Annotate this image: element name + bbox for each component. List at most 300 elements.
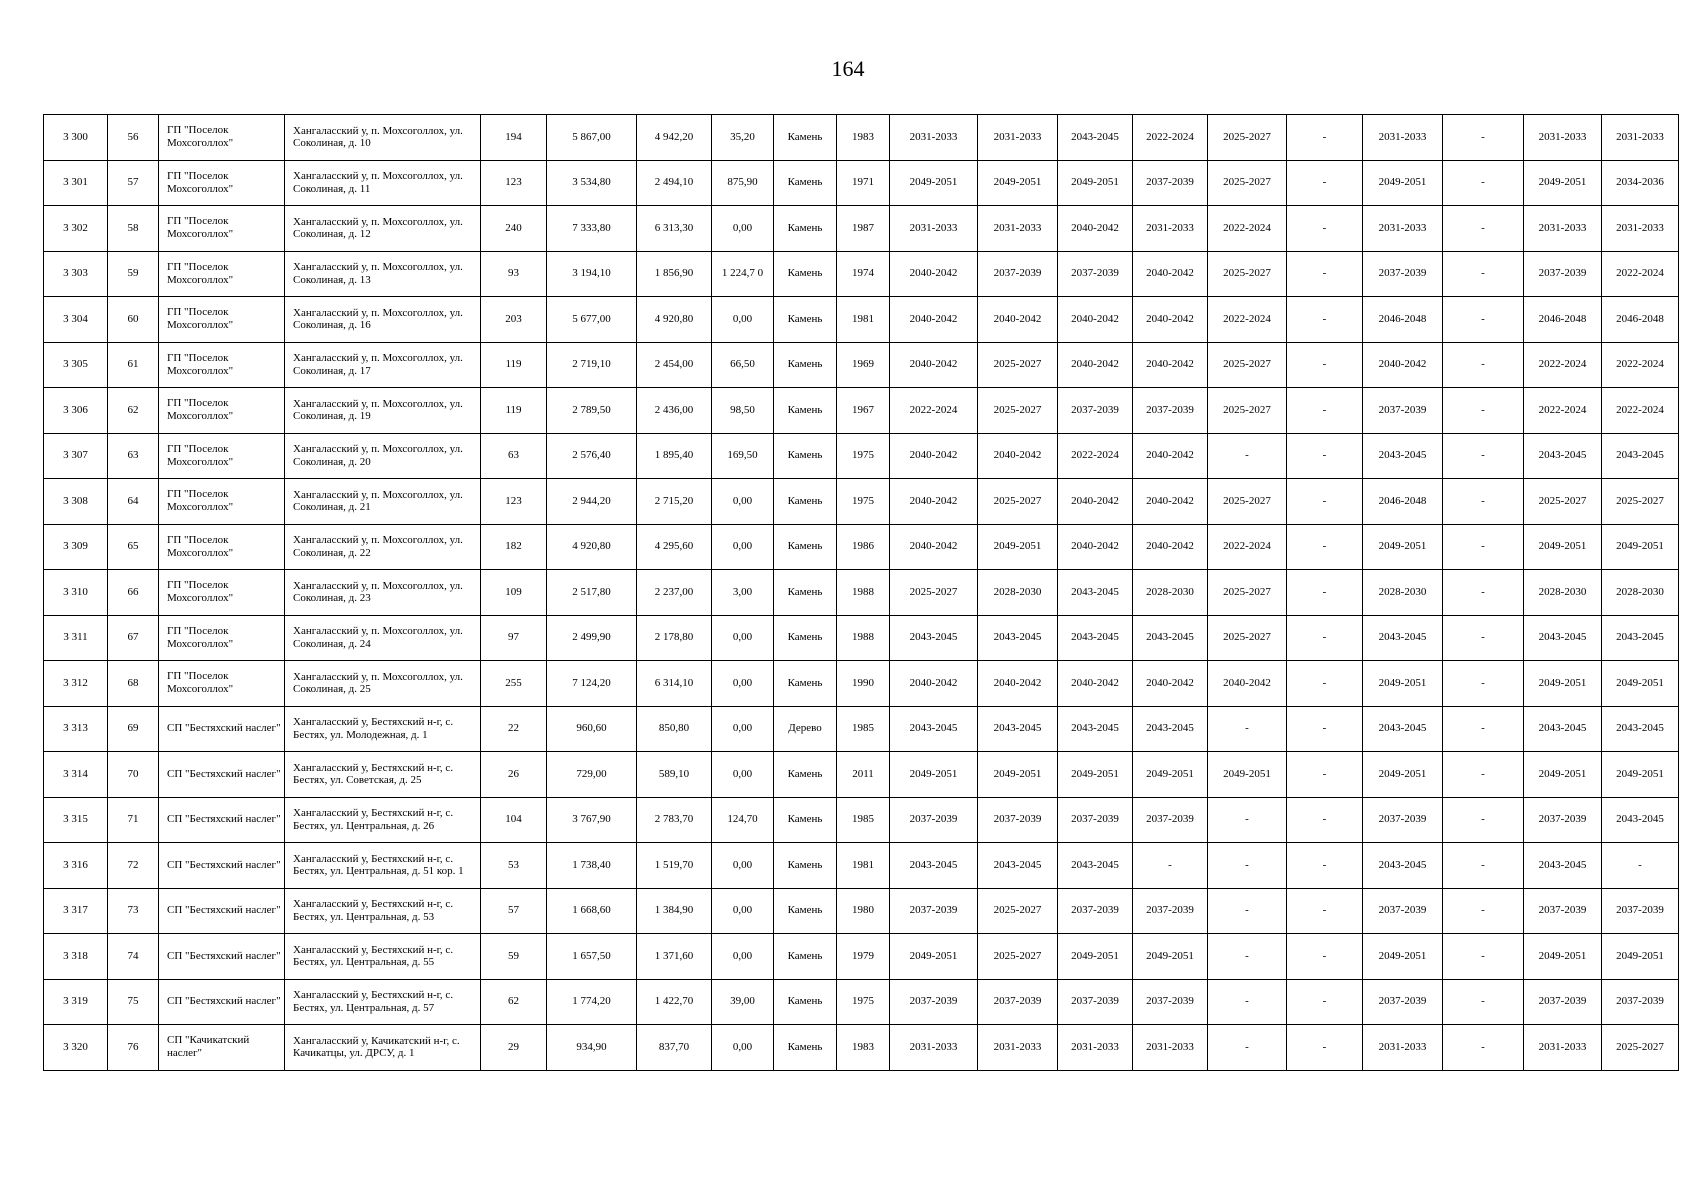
cell-living-area: 2 494,10 <box>637 160 712 206</box>
cell-period-elevator: - <box>1443 615 1524 661</box>
table-row <box>44 1025 1679 1071</box>
cell-period-foundation: 2040-2042 <box>1058 342 1133 388</box>
cell-nonresidential-area: 0,00 <box>712 479 774 525</box>
cell-period-roof: 2022-2024 <box>890 388 978 434</box>
cell-period-roof: 2037-2039 <box>890 979 978 1025</box>
table-row <box>44 706 1679 752</box>
cell-local-number: 62 <box>108 388 159 434</box>
table-row <box>44 797 1679 843</box>
cell-period-hot-water: 2046-2048 <box>1602 297 1679 343</box>
cell-period-roof: 2043-2045 <box>890 843 978 889</box>
cell-period-foundation: 2022-2024 <box>1058 433 1133 479</box>
cell-municipality: ГП "Поселок Мохсоголлох" <box>159 160 285 206</box>
cell-living-area: 1 384,90 <box>637 888 712 934</box>
cell-period-facade: 2037-2039 <box>978 797 1058 843</box>
cell-living-area: 1 422,70 <box>637 979 712 1025</box>
cell-living-area: 1 895,40 <box>637 433 712 479</box>
cell-period-facade: 2031-2033 <box>978 1025 1058 1071</box>
cell-period-hot-water: 2037-2039 <box>1602 888 1679 934</box>
cell-residents: 194 <box>481 115 547 161</box>
cell-total-area: 7 124,20 <box>547 661 637 707</box>
cell-period-gas: - <box>1287 706 1363 752</box>
cell-period-facade: 2049-2051 <box>978 160 1058 206</box>
cell-period-facade: 2049-2051 <box>978 524 1058 570</box>
cell-period-facade: 2025-2027 <box>978 342 1058 388</box>
table-row <box>44 251 1679 297</box>
cell-total-area: 5 867,00 <box>547 115 637 161</box>
cell-residents: 93 <box>481 251 547 297</box>
cell-period-sewerage: 2022-2024 <box>1524 342 1602 388</box>
cell-local-number: 64 <box>108 479 159 525</box>
cell-total-area: 2 576,40 <box>547 433 637 479</box>
cell-row-number: 3 304 <box>44 297 108 343</box>
table-row <box>44 843 1679 889</box>
cell-period-hot-water: 2031-2033 <box>1602 115 1679 161</box>
cell-period-electric: 2043-2045 <box>1133 706 1208 752</box>
cell-municipality: СП "Бестяхский наслег" <box>159 706 285 752</box>
cell-total-area: 5 677,00 <box>547 297 637 343</box>
cell-wall-material: Камень <box>774 888 837 934</box>
cell-period-roof: 2040-2042 <box>890 661 978 707</box>
cell-local-number: 61 <box>108 342 159 388</box>
cell-period-heating: 2025-2027 <box>1208 479 1287 525</box>
cell-period-electric: 2040-2042 <box>1133 433 1208 479</box>
cell-year-built: 1990 <box>837 661 890 707</box>
cell-year-built: 1988 <box>837 570 890 616</box>
cell-period-electric: 2040-2042 <box>1133 251 1208 297</box>
cell-row-number: 3 319 <box>44 979 108 1025</box>
cell-living-area: 4 920,80 <box>637 297 712 343</box>
cell-period-heating: 2022-2024 <box>1208 297 1287 343</box>
cell-period-sewerage: 2043-2045 <box>1524 706 1602 752</box>
cell-period-heating: - <box>1208 843 1287 889</box>
cell-period-elevator: - <box>1443 570 1524 616</box>
cell-local-number: 59 <box>108 251 159 297</box>
cell-period-gas: - <box>1287 388 1363 434</box>
cell-address: Хангаласский у, п. Мохсоголлох, ул. Соколиная, д. 23 <box>285 570 481 616</box>
cell-period-sewerage: 2046-2048 <box>1524 297 1602 343</box>
cell-period-gas: - <box>1287 979 1363 1025</box>
cell-address: Хангаласский у, п. Мохсоголлох, ул. Соколиная, д. 20 <box>285 433 481 479</box>
cell-residents: 104 <box>481 797 547 843</box>
cell-period-foundation: 2040-2042 <box>1058 206 1133 252</box>
cell-period-water: 2037-2039 <box>1363 388 1443 434</box>
table-row <box>44 479 1679 525</box>
cell-nonresidential-area: 0,00 <box>712 661 774 707</box>
cell-period-hot-water: 2049-2051 <box>1602 524 1679 570</box>
cell-wall-material: Камень <box>774 752 837 798</box>
cell-period-facade: 2049-2051 <box>978 752 1058 798</box>
cell-local-number: 58 <box>108 206 159 252</box>
cell-period-elevator: - <box>1443 479 1524 525</box>
cell-period-roof: 2031-2033 <box>890 206 978 252</box>
cell-period-heating: 2040-2042 <box>1208 661 1287 707</box>
cell-living-area: 589,10 <box>637 752 712 798</box>
cell-period-hot-water: 2025-2027 <box>1602 1025 1679 1071</box>
cell-local-number: 57 <box>108 160 159 206</box>
cell-row-number: 3 313 <box>44 706 108 752</box>
cell-address: Хангаласский у, п. Мохсоголлох, ул. Соколиная, д. 12 <box>285 206 481 252</box>
cell-wall-material: Камень <box>774 524 837 570</box>
cell-period-electric: 2040-2042 <box>1133 661 1208 707</box>
cell-period-gas: - <box>1287 797 1363 843</box>
cell-address: Хангаласский у, п. Мохсоголлох, ул. Соколиная, д. 25 <box>285 661 481 707</box>
cell-period-water: 2031-2033 <box>1363 206 1443 252</box>
cell-period-water: 2040-2042 <box>1363 342 1443 388</box>
cell-period-sewerage: 2043-2045 <box>1524 615 1602 661</box>
cell-period-facade: 2025-2027 <box>978 934 1058 980</box>
cell-period-foundation: 2049-2051 <box>1058 160 1133 206</box>
cell-wall-material: Камень <box>774 570 837 616</box>
cell-row-number: 3 309 <box>44 524 108 570</box>
cell-period-hot-water: 2037-2039 <box>1602 979 1679 1025</box>
cell-address: Хангаласский у, п. Мохсоголлох, ул. Соколиная, д. 24 <box>285 615 481 661</box>
cell-total-area: 2 789,50 <box>547 388 637 434</box>
cell-total-area: 729,00 <box>547 752 637 798</box>
cell-period-elevator: - <box>1443 934 1524 980</box>
cell-local-number: 70 <box>108 752 159 798</box>
cell-period-hot-water: 2043-2045 <box>1602 706 1679 752</box>
cell-period-gas: - <box>1287 115 1363 161</box>
cell-total-area: 2 944,20 <box>547 479 637 525</box>
table-row <box>44 115 1679 161</box>
cell-year-built: 1986 <box>837 524 890 570</box>
cell-year-built: 1969 <box>837 342 890 388</box>
cell-year-built: 1987 <box>837 206 890 252</box>
cell-row-number: 3 310 <box>44 570 108 616</box>
cell-living-area: 850,80 <box>637 706 712 752</box>
cell-local-number: 63 <box>108 433 159 479</box>
cell-period-facade: 2025-2027 <box>978 888 1058 934</box>
cell-period-heating: - <box>1208 934 1287 980</box>
cell-period-foundation: 2040-2042 <box>1058 479 1133 525</box>
cell-residents: 22 <box>481 706 547 752</box>
cell-period-water: 2037-2039 <box>1363 979 1443 1025</box>
cell-period-electric: 2049-2051 <box>1133 934 1208 980</box>
cell-period-elevator: - <box>1443 888 1524 934</box>
cell-period-water: 2043-2045 <box>1363 843 1443 889</box>
cell-nonresidential-area: 875,90 <box>712 160 774 206</box>
cell-period-sewerage: 2037-2039 <box>1524 888 1602 934</box>
cell-period-facade: 2028-2030 <box>978 570 1058 616</box>
cell-period-hot-water: 2031-2033 <box>1602 206 1679 252</box>
cell-total-area: 1 657,50 <box>547 934 637 980</box>
cell-period-roof: 2040-2042 <box>890 524 978 570</box>
cell-period-roof: 2040-2042 <box>890 342 978 388</box>
cell-period-heating: - <box>1208 706 1287 752</box>
cell-nonresidential-area: 0,00 <box>712 843 774 889</box>
cell-nonresidential-area: 0,00 <box>712 752 774 798</box>
cell-local-number: 71 <box>108 797 159 843</box>
cell-total-area: 3 194,10 <box>547 251 637 297</box>
cell-period-facade: 2025-2027 <box>978 479 1058 525</box>
cell-row-number: 3 318 <box>44 934 108 980</box>
cell-period-foundation: 2043-2045 <box>1058 115 1133 161</box>
cell-period-water: 2037-2039 <box>1363 888 1443 934</box>
cell-period-roof: 2031-2033 <box>890 1025 978 1071</box>
cell-period-heating: 2025-2027 <box>1208 388 1287 434</box>
cell-living-area: 2 436,00 <box>637 388 712 434</box>
cell-period-facade: 2031-2033 <box>978 115 1058 161</box>
cell-wall-material: Камень <box>774 615 837 661</box>
table-body <box>44 115 1679 1071</box>
cell-period-water: 2031-2033 <box>1363 115 1443 161</box>
cell-period-gas: - <box>1287 160 1363 206</box>
cell-period-elevator: - <box>1443 706 1524 752</box>
cell-total-area: 3 534,80 <box>547 160 637 206</box>
cell-local-number: 65 <box>108 524 159 570</box>
table-row <box>44 433 1679 479</box>
cell-row-number: 3 306 <box>44 388 108 434</box>
cell-period-water: 2028-2030 <box>1363 570 1443 616</box>
cell-period-water: 2043-2045 <box>1363 615 1443 661</box>
cell-living-area: 2 178,80 <box>637 615 712 661</box>
cell-nonresidential-area: 98,50 <box>712 388 774 434</box>
table-row <box>44 888 1679 934</box>
cell-wall-material: Камень <box>774 388 837 434</box>
cell-row-number: 3 317 <box>44 888 108 934</box>
cell-period-heating: 2025-2027 <box>1208 115 1287 161</box>
cell-period-electric: 2043-2045 <box>1133 615 1208 661</box>
cell-period-facade: 2043-2045 <box>978 706 1058 752</box>
cell-period-heating: - <box>1208 888 1287 934</box>
cell-year-built: 2011 <box>837 752 890 798</box>
cell-period-sewerage: 2049-2051 <box>1524 934 1602 980</box>
cell-period-water: 2046-2048 <box>1363 479 1443 525</box>
cell-period-heating: - <box>1208 979 1287 1025</box>
cell-period-water: 2037-2039 <box>1363 251 1443 297</box>
cell-wall-material: Камень <box>774 797 837 843</box>
cell-row-number: 3 314 <box>44 752 108 798</box>
cell-nonresidential-area: 3,00 <box>712 570 774 616</box>
cell-period-foundation: 2031-2033 <box>1058 1025 1133 1071</box>
cell-period-elevator: - <box>1443 661 1524 707</box>
cell-residents: 29 <box>481 1025 547 1071</box>
cell-local-number: 73 <box>108 888 159 934</box>
cell-period-elevator: - <box>1443 797 1524 843</box>
cell-period-gas: - <box>1287 297 1363 343</box>
cell-residents: 97 <box>481 615 547 661</box>
cell-year-built: 1975 <box>837 433 890 479</box>
cell-row-number: 3 316 <box>44 843 108 889</box>
cell-local-number: 72 <box>108 843 159 889</box>
cell-period-facade: 2043-2045 <box>978 615 1058 661</box>
cell-municipality: СП "Бестяхский наслег" <box>159 979 285 1025</box>
cell-municipality: СП "Качикатский наслег" <box>159 1025 285 1071</box>
cell-period-elevator: - <box>1443 115 1524 161</box>
cell-period-water: 2037-2039 <box>1363 797 1443 843</box>
cell-residents: 62 <box>481 979 547 1025</box>
cell-period-hot-water: 2022-2024 <box>1602 251 1679 297</box>
cell-local-number: 68 <box>108 661 159 707</box>
cell-period-facade: 2043-2045 <box>978 843 1058 889</box>
cell-year-built: 1975 <box>837 479 890 525</box>
cell-period-facade: 2025-2027 <box>978 388 1058 434</box>
cell-living-area: 1 519,70 <box>637 843 712 889</box>
cell-period-foundation: 2037-2039 <box>1058 797 1133 843</box>
cell-wall-material: Камень <box>774 251 837 297</box>
cell-municipality: ГП "Поселок Мохсоголлох" <box>159 615 285 661</box>
cell-period-gas: - <box>1287 615 1363 661</box>
cell-total-area: 2 719,10 <box>547 342 637 388</box>
cell-living-area: 2 237,00 <box>637 570 712 616</box>
cell-period-electric: 2037-2039 <box>1133 797 1208 843</box>
cell-period-heating: - <box>1208 797 1287 843</box>
cell-total-area: 4 920,80 <box>547 524 637 570</box>
cell-address: Хангаласский у, п. Мохсоголлох, ул. Соколиная, д. 10 <box>285 115 481 161</box>
cell-municipality: ГП "Поселок Мохсоголлох" <box>159 661 285 707</box>
cell-period-gas: - <box>1287 479 1363 525</box>
cell-period-hot-water: 2022-2024 <box>1602 388 1679 434</box>
cell-period-gas: - <box>1287 752 1363 798</box>
cell-period-foundation: 2037-2039 <box>1058 388 1133 434</box>
cell-period-elevator: - <box>1443 297 1524 343</box>
cell-living-area: 4 295,60 <box>637 524 712 570</box>
cell-period-heating: 2025-2027 <box>1208 342 1287 388</box>
cell-wall-material: Камень <box>774 479 837 525</box>
table-row <box>44 342 1679 388</box>
cell-municipality: СП "Бестяхский наслег" <box>159 934 285 980</box>
cell-period-water: 2043-2045 <box>1363 706 1443 752</box>
cell-municipality: ГП "Поселок Мохсоголлох" <box>159 433 285 479</box>
cell-year-built: 1981 <box>837 843 890 889</box>
cell-address: Хангаласский у, Бестяхский н-г, с. Бестях, ул. Центральная, д. 26 <box>285 797 481 843</box>
cell-row-number: 3 311 <box>44 615 108 661</box>
cell-address: Хангаласский у, Качикатский н-г, с. Качикатцы, ул. ДРСУ, д. 1 <box>285 1025 481 1071</box>
cell-residents: 63 <box>481 433 547 479</box>
cell-nonresidential-area: 124,70 <box>712 797 774 843</box>
cell-year-built: 1985 <box>837 797 890 843</box>
cell-residents: 119 <box>481 342 547 388</box>
cell-local-number: 66 <box>108 570 159 616</box>
cell-period-heating: - <box>1208 433 1287 479</box>
cell-residents: 255 <box>481 661 547 707</box>
cell-municipality: ГП "Поселок Мохсоголлох" <box>159 251 285 297</box>
cell-row-number: 3 300 <box>44 115 108 161</box>
cell-period-foundation: 2037-2039 <box>1058 888 1133 934</box>
cell-period-electric: 2037-2039 <box>1133 979 1208 1025</box>
cell-period-elevator: - <box>1443 433 1524 479</box>
cell-living-area: 6 313,30 <box>637 206 712 252</box>
cell-residents: 123 <box>481 160 547 206</box>
table-row <box>44 615 1679 661</box>
cell-period-foundation: 2049-2051 <box>1058 934 1133 980</box>
cell-year-built: 1979 <box>837 934 890 980</box>
cell-period-facade: 2040-2042 <box>978 661 1058 707</box>
cell-period-electric: 2028-2030 <box>1133 570 1208 616</box>
cell-total-area: 2 517,80 <box>547 570 637 616</box>
cell-period-elevator: - <box>1443 388 1524 434</box>
cell-nonresidential-area: 0,00 <box>712 934 774 980</box>
cell-period-gas: - <box>1287 843 1363 889</box>
cell-residents: 59 <box>481 934 547 980</box>
cell-residents: 123 <box>481 479 547 525</box>
cell-row-number: 3 305 <box>44 342 108 388</box>
cell-municipality: ГП "Поселок Мохсоголлох" <box>159 570 285 616</box>
cell-period-hot-water: 2049-2051 <box>1602 752 1679 798</box>
cell-period-electric: 2037-2039 <box>1133 888 1208 934</box>
cell-period-elevator: - <box>1443 979 1524 1025</box>
cell-period-roof: 2049-2051 <box>890 160 978 206</box>
cell-wall-material: Камень <box>774 843 837 889</box>
cell-period-water: 2031-2033 <box>1363 1025 1443 1071</box>
cell-wall-material: Камень <box>774 433 837 479</box>
cell-year-built: 1971 <box>837 160 890 206</box>
cell-nonresidential-area: 66,50 <box>712 342 774 388</box>
cell-nonresidential-area: 0,00 <box>712 524 774 570</box>
cell-period-gas: - <box>1287 888 1363 934</box>
cell-municipality: ГП "Поселок Мохсоголлох" <box>159 342 285 388</box>
cell-year-built: 1974 <box>837 251 890 297</box>
cell-address: Хангаласский у, Бестяхский н-г, с. Бестях, ул. Центральная, д. 57 <box>285 979 481 1025</box>
cell-period-roof: 2043-2045 <box>890 615 978 661</box>
cell-period-sewerage: 2025-2027 <box>1524 479 1602 525</box>
cell-residents: 109 <box>481 570 547 616</box>
cell-row-number: 3 312 <box>44 661 108 707</box>
cell-period-electric: 2040-2042 <box>1133 297 1208 343</box>
cell-period-heating: 2025-2027 <box>1208 615 1287 661</box>
cell-period-foundation: 2037-2039 <box>1058 979 1133 1025</box>
cell-municipality: ГП "Поселок Мохсоголлох" <box>159 524 285 570</box>
cell-period-sewerage: 2028-2030 <box>1524 570 1602 616</box>
cell-period-hot-water: 2043-2045 <box>1602 615 1679 661</box>
cell-period-foundation: 2049-2051 <box>1058 752 1133 798</box>
cell-period-electric: 2040-2042 <box>1133 479 1208 525</box>
cell-period-foundation: 2043-2045 <box>1058 706 1133 752</box>
cell-residents: 203 <box>481 297 547 343</box>
cell-living-area: 2 715,20 <box>637 479 712 525</box>
cell-period-elevator: - <box>1443 251 1524 297</box>
cell-local-number: 75 <box>108 979 159 1025</box>
cell-wall-material: Камень <box>774 115 837 161</box>
cell-period-facade: 2040-2042 <box>978 433 1058 479</box>
cell-period-gas: - <box>1287 342 1363 388</box>
table-row <box>44 297 1679 343</box>
cell-total-area: 3 767,90 <box>547 797 637 843</box>
cell-total-area: 2 499,90 <box>547 615 637 661</box>
cell-year-built: 1980 <box>837 888 890 934</box>
cell-address: Хангаласский у, п. Мохсоголлох, ул. Соколиная, д. 19 <box>285 388 481 434</box>
cell-period-sewerage: 2049-2051 <box>1524 160 1602 206</box>
cell-row-number: 3 320 <box>44 1025 108 1071</box>
cell-living-area: 2 783,70 <box>637 797 712 843</box>
cell-year-built: 1985 <box>837 706 890 752</box>
cell-period-sewerage: 2022-2024 <box>1524 388 1602 434</box>
table-row <box>44 524 1679 570</box>
cell-address: Хангаласский у, п. Мохсоголлох, ул. Соколиная, д. 11 <box>285 160 481 206</box>
cell-year-built: 1975 <box>837 979 890 1025</box>
cell-period-water: 2049-2051 <box>1363 661 1443 707</box>
cell-row-number: 3 315 <box>44 797 108 843</box>
page-number: 164 <box>831 56 865 81</box>
cell-period-gas: - <box>1287 570 1363 616</box>
cell-period-water: 2043-2045 <box>1363 433 1443 479</box>
cell-address: Хангаласский у, Бестяхский н-г, с. Бестях, ул. Молодежная, д. 1 <box>285 706 481 752</box>
cell-period-electric: 2049-2051 <box>1133 752 1208 798</box>
cell-period-water: 2046-2048 <box>1363 297 1443 343</box>
cell-period-sewerage: 2031-2033 <box>1524 115 1602 161</box>
cell-row-number: 3 303 <box>44 251 108 297</box>
cell-nonresidential-area: 1 224,7 0 <box>712 251 774 297</box>
cell-address: Хангаласский у, п. Мохсоголлох, ул. Соколиная, д. 21 <box>285 479 481 525</box>
cell-wall-material: Камень <box>774 206 837 252</box>
cell-wall-material: Камень <box>774 934 837 980</box>
cell-period-gas: - <box>1287 524 1363 570</box>
cell-period-sewerage: 2031-2033 <box>1524 206 1602 252</box>
cell-period-elevator: - <box>1443 160 1524 206</box>
cell-period-gas: - <box>1287 433 1363 479</box>
cell-period-roof: 2040-2042 <box>890 433 978 479</box>
